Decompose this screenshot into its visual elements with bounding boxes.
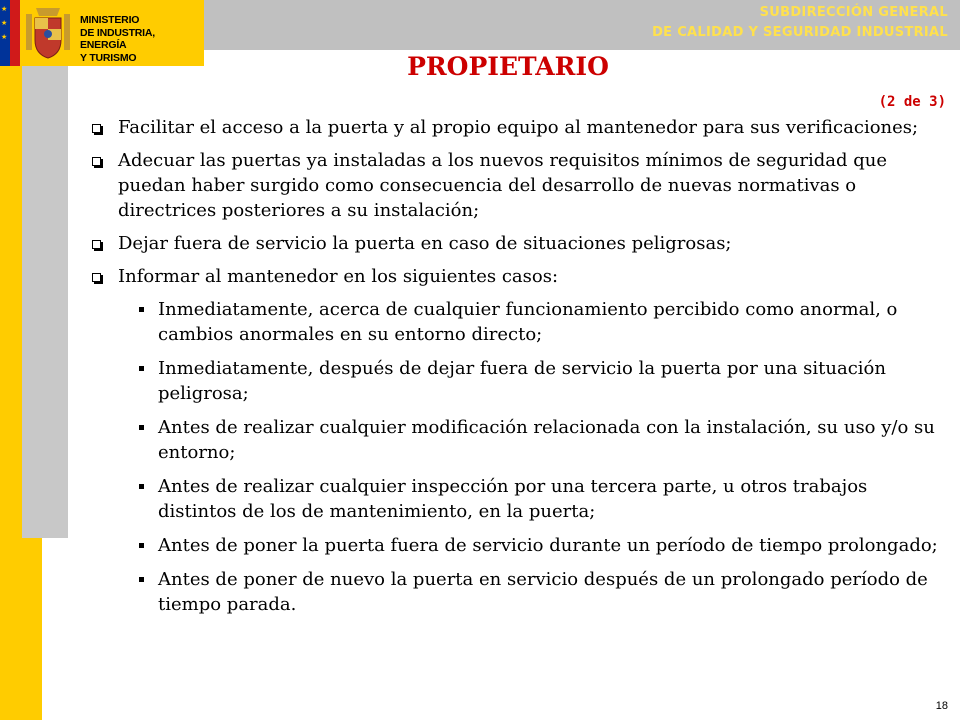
subdirection-line-1: SUBDIRECCIÓN GENERAL [759, 5, 948, 20]
ministry-line-1: MINISTERIO [80, 14, 140, 26]
bullet-item [92, 115, 942, 140]
sub-bullet-text: Antes de realizar cualquier modificación relacionada con la instalación, su uso y/o su entorno; [158, 417, 935, 463]
bullet-item [92, 231, 942, 256]
ministry-line-2: DE INDUSTRIA, ENERGÍA [80, 26, 155, 51]
left-gray-band [22, 66, 68, 538]
sub-bullet-text: Antes de poner la puerta fuera de servicio durante un período de tiempo prolongado; [158, 535, 938, 556]
square-bullet-icon [92, 264, 118, 282]
small-square-bullet-icon [136, 297, 158, 312]
slide-title: PROPIETARIO [407, 52, 609, 81]
bullet-item [92, 148, 942, 223]
small-square-bullet-icon [136, 356, 158, 371]
sub-bullet-item [136, 474, 942, 524]
bullet-text: Facilitar el acceso a la puerta y al propio equipo al mantenedor para sus verificaciones; [118, 117, 919, 138]
small-square-bullet-icon [136, 567, 158, 582]
small-square-bullet-icon [136, 415, 158, 430]
bullet-text: Adecuar las puertas ya instaladas a los nuevos requisitos mínimos de seguridad que puedan haber surgido como consecuencia del desarrollo de nuevas normativas o directrices posteriores a su instalación; [118, 150, 888, 221]
eu-flag-icon: ★ ★ ★ [0, 0, 20, 66]
small-square-bullet-icon [136, 474, 158, 489]
bullet-text: Informar al mantenedor en los siguientes casos: [118, 266, 559, 287]
subdirection-line-2: DE CALIDAD Y SEGURIDAD INDUSTRIAL [652, 25, 948, 40]
square-bullet-icon [92, 148, 118, 166]
bullet-item [92, 264, 942, 289]
sub-bullet-item [136, 567, 942, 617]
sub-bullet-text: Inmediatamente, después de dejar fuera de servicio la puerta por una situación peligrosa; [158, 358, 886, 404]
sub-bullet-item [136, 533, 942, 558]
bullet-text: Dejar fuera de servicio la puerta en caso de situaciones peligrosas; [118, 233, 732, 254]
slide-content [92, 115, 942, 626]
sub-bullet-item [136, 356, 942, 406]
ministry-line-3: Y TURISMO [80, 51, 137, 64]
sub-bullet-item [136, 297, 942, 347]
sub-bullet-item [136, 415, 942, 465]
square-bullet-icon [92, 231, 118, 249]
small-square-bullet-icon [136, 533, 158, 548]
slide-number: 18 [935, 700, 948, 712]
sub-bullet-text: Antes de realizar cualquier inspección por una tercera parte, u otros trabajos distintos de los de mantenimiento, en la puerta; [158, 476, 868, 522]
sub-bullet-text: Inmediatamente, acerca de cualquier funcionamiento percibido como anormal, o cambios anormales en su entorno directo; [158, 299, 898, 345]
square-bullet-icon [92, 115, 118, 133]
page-indicator: (2 de 3) [878, 94, 946, 110]
subdirection-header [652, 3, 948, 43]
sub-bullet-text: Antes de poner de nuevo la puerta en servicio después de un prolongado período de tiempo parada. [158, 569, 928, 615]
